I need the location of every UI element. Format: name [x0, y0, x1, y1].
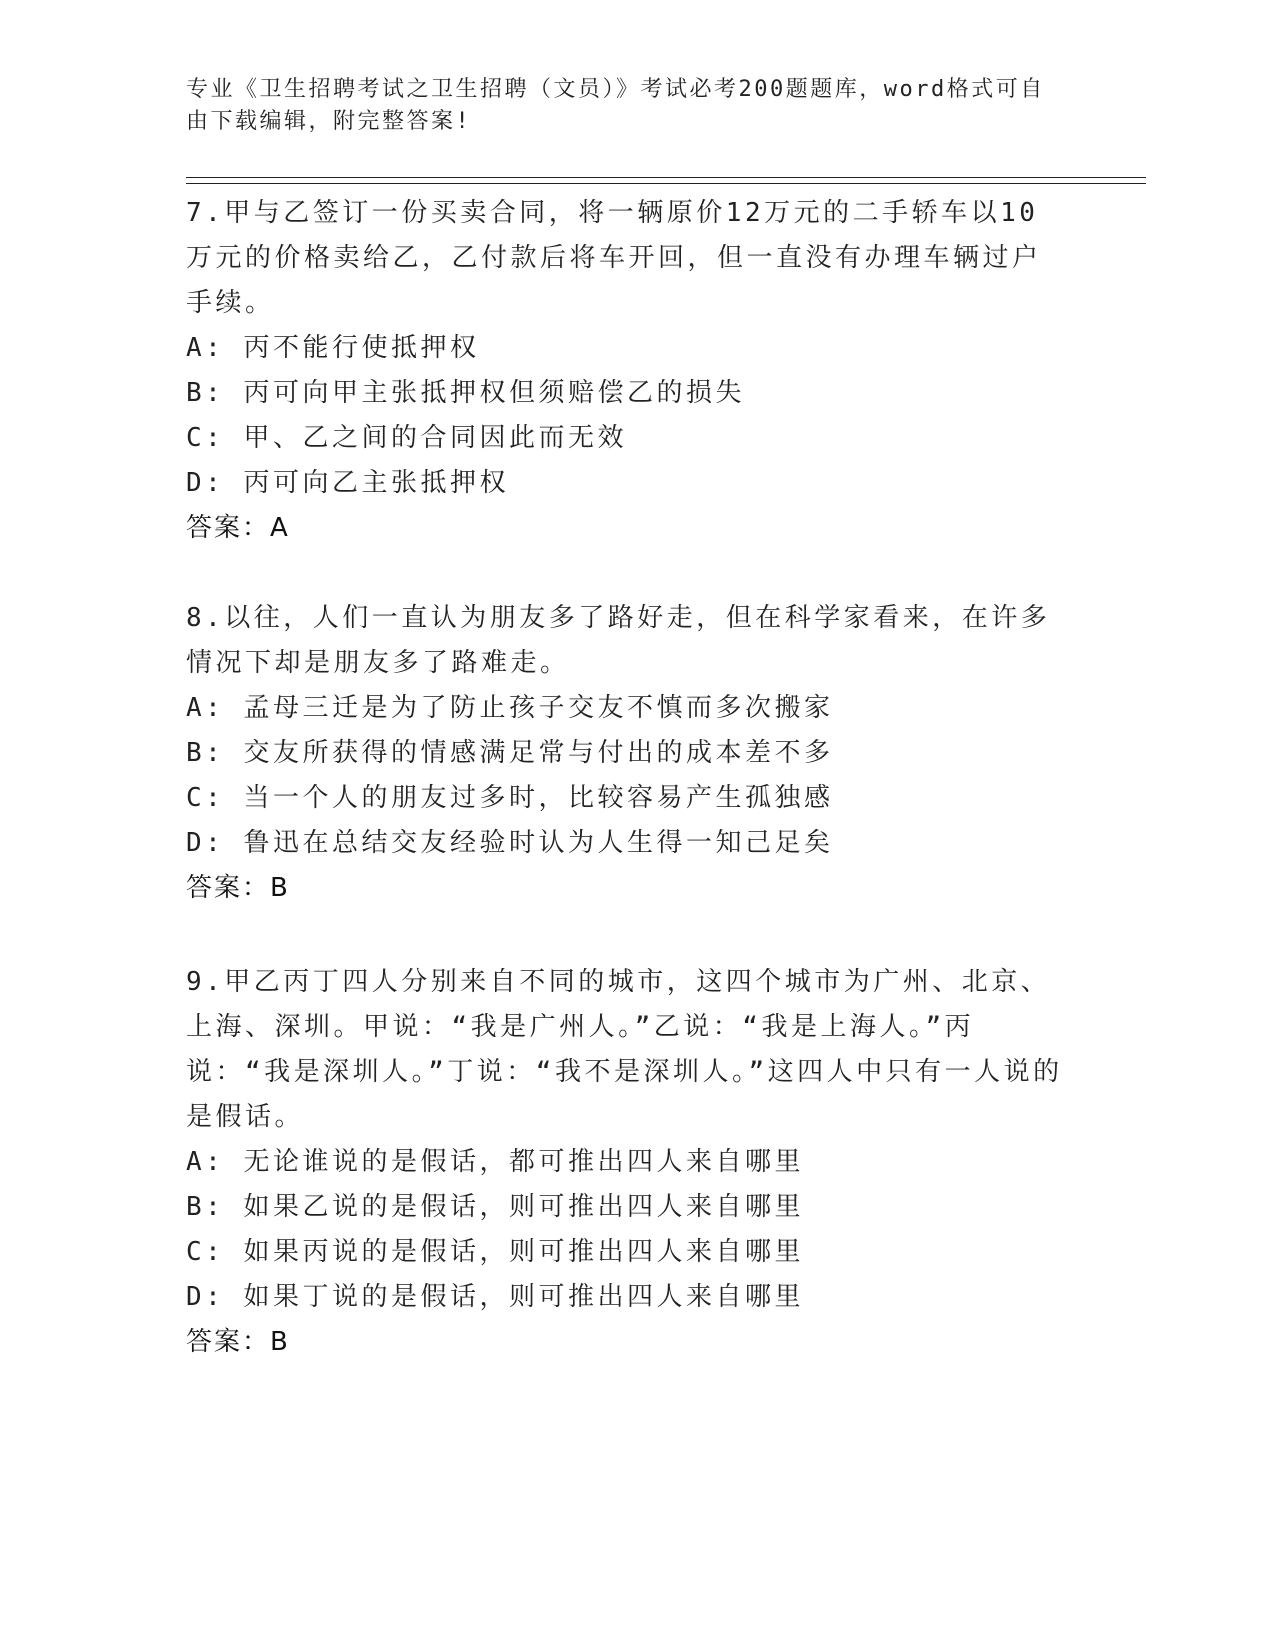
question-item — [186, 596, 1066, 911]
option-c: C: 甲、乙之间的合同因此而无效 — [186, 423, 627, 453]
answer-label: 答案：B — [186, 1327, 290, 1357]
question-stem: 9.甲乙丙丁四人分别来自不同的城市，这四个城市为广州、北京、上海、深圳。甲说：“我是广州人。”乙说：“我是上海人。”丙说：“我是深圳人。”丁说：“我不是深圳人。”这四人中只有一人说的是假话。 — [186, 967, 1063, 1132]
question-item — [186, 191, 1066, 551]
header-divider-bottom — [186, 183, 1146, 184]
option-b: B: 交友所获得的情感满足常与付出的成本差不多 — [186, 738, 834, 768]
answer-label: 答案：B — [186, 873, 290, 903]
question-item — [186, 960, 1066, 1365]
option-a: A: 丙不能行使抵押权 — [186, 333, 480, 363]
option-b: B: 丙可向甲主张抵押权但须赔偿乙的损失 — [186, 378, 745, 408]
option-d: D: 如果丁说的是假话，则可推出四人来自哪里 — [186, 1282, 804, 1312]
question-stem: 7.甲与乙签订一份买卖合同，将一辆原价12万元的二手轿车以10万元的价格卖给乙，乙付款后将车开回，但一直没有办理车辆过户手续。 — [186, 198, 1042, 318]
document-header: 专业《卫生招聘考试之卫生招聘（文员）》考试必考200题题库，word格式可自由下载编辑，附完整答案! — [186, 77, 1045, 134]
answer-label: 答案：A — [186, 513, 290, 543]
option-d: D: 鲁迅在总结交友经验时认为人生得一知己足矣 — [186, 828, 834, 858]
option-c: C: 当一个人的朋友过多时，比较容易产生孤独感 — [186, 783, 834, 813]
option-d: D: 丙可向乙主张抵押权 — [186, 468, 509, 498]
option-a: A: 无论谁说的是假话，都可推出四人来自哪里 — [186, 1147, 804, 1177]
option-b: B: 如果乙说的是假话，则可推出四人来自哪里 — [186, 1192, 804, 1222]
option-c: C: 如果丙说的是假话，则可推出四人来自哪里 — [186, 1237, 804, 1267]
question-stem: 8.以往，人们一直认为朋友多了路好走，但在科学家看来，在许多情况下却是朋友多了路难走。 — [186, 603, 1051, 678]
option-a: A: 孟母三迁是为了防止孩子交友不慎而多次搬家 — [186, 693, 834, 723]
header-divider-top — [186, 177, 1146, 178]
